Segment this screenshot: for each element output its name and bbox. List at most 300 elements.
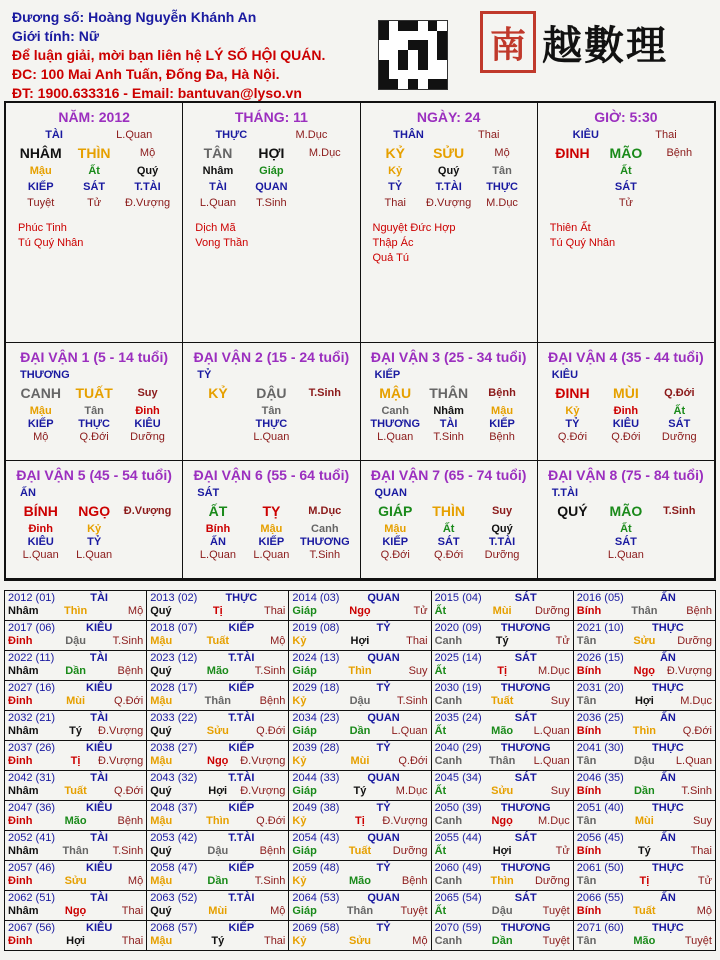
annual-chi: Mùi	[350, 755, 370, 767]
annual-cell	[573, 921, 715, 951]
annual-cell	[573, 771, 715, 801]
dia-chi: SỬU	[433, 145, 465, 161]
annual-header	[150, 712, 285, 724]
pillar-cell	[361, 103, 538, 343]
dai-van-title: ĐẠI VẬN 7 (65 - 74 tuổi)	[370, 467, 527, 483]
annual-can: Tân	[576, 875, 597, 887]
pillar-title-text: NGÀY: 24	[416, 109, 481, 125]
annual-cell	[431, 861, 573, 891]
dia-chi: HỢI	[258, 145, 285, 161]
annual-thap-than: TỶ	[376, 802, 391, 814]
annual-header	[577, 622, 712, 634]
pillar-title	[183, 103, 359, 125]
annual-header	[292, 592, 427, 604]
annual-year: 2017 (06)	[8, 622, 56, 634]
annual-thap-than: THƯƠNG	[500, 862, 551, 874]
annual-chi: Tị	[212, 605, 223, 617]
annual-truong-sinh: Đ.Vượng	[382, 815, 428, 827]
truong-sinh: M.Dục	[308, 505, 342, 517]
dai-van-cell	[6, 461, 183, 579]
star-item: Tú Quý Nhân	[549, 237, 616, 249]
annual-year: 2041 (30)	[576, 742, 624, 754]
annual-year: 2045 (34)	[434, 772, 482, 784]
annual-thap-than: T.TÀI	[228, 832, 255, 844]
annual-truong-sinh: T.Sinh	[254, 875, 286, 887]
annual-can: Ất	[434, 665, 447, 677]
annual-can: Giáp	[292, 665, 317, 677]
truong-sinh: Q.Đới	[79, 431, 109, 443]
annual-can-chi	[150, 815, 285, 827]
annual-thap-than: QUAN	[367, 712, 400, 724]
dai-van-thap	[183, 536, 359, 548]
annual-thap-than: THỰC	[652, 802, 684, 814]
annual-thap-than: T.TÀI	[228, 892, 255, 904]
annual-can: Giáp	[292, 605, 317, 617]
annual-thap-than: QUAN	[367, 832, 400, 844]
annual-chi: Tị	[70, 755, 81, 767]
dai-van-can-chi	[6, 503, 182, 519]
annual-cell	[289, 801, 431, 831]
annual-chi: Dần	[633, 785, 655, 797]
star-item: Thập Ác	[372, 237, 414, 249]
dia-chi: THÂN	[429, 385, 469, 401]
annual-cell	[5, 771, 147, 801]
annual-chi: Dậu	[349, 695, 371, 707]
annual-chi: Tị	[639, 875, 650, 887]
annual-chi: Mão	[633, 935, 656, 947]
annual-can-chi	[435, 845, 570, 857]
dai-van-thap-than: QUAN	[374, 487, 407, 499]
tang-can: Đinh	[135, 405, 160, 417]
annual-thap-than: TỶ	[376, 682, 391, 694]
annual-cell	[431, 801, 573, 831]
tang-can: Nhâm	[433, 405, 464, 417]
truong-sinh: L.Quan	[199, 197, 236, 209]
annual-can-chi	[577, 905, 712, 917]
truong-sinh: Đ.Vượng	[123, 505, 172, 517]
annual-header	[150, 832, 285, 844]
tang-can: Nhâm	[202, 165, 234, 177]
thien-can: TÂN	[203, 145, 233, 161]
tang-can: Tân	[261, 405, 282, 417]
annual-can-chi	[8, 875, 143, 887]
thap-than: TÀI	[439, 418, 458, 430]
tang-can: Kỷ	[388, 165, 403, 177]
annual-can: Tân	[576, 635, 597, 647]
annual-truong-sinh: T.Sinh	[254, 665, 286, 677]
pillar-row2	[183, 145, 359, 161]
annual-can-chi	[150, 725, 285, 737]
annual-can-chi	[8, 605, 143, 617]
thien-can: ĐINH	[555, 145, 590, 161]
annual-truong-sinh: M.Dục	[537, 665, 570, 677]
annual-header	[8, 772, 143, 784]
dai-van-cell	[361, 461, 538, 579]
table-row	[5, 681, 716, 711]
annual-can: Đinh	[8, 815, 33, 827]
annual-can-chi	[435, 875, 570, 887]
dai-van-hidden	[6, 523, 182, 535]
annual-table	[4, 590, 716, 951]
annual-can: Nhâm	[8, 905, 39, 917]
thap-than: KIẾP	[489, 418, 515, 430]
annual-thap-than: THỰC	[652, 622, 684, 634]
thap-than: THỰC	[486, 181, 518, 193]
annual-header	[8, 712, 143, 724]
annual-cell	[5, 651, 147, 681]
thap-than: SÁT	[668, 418, 691, 430]
annual-can: Giáp	[292, 905, 317, 917]
pillar-ts	[538, 197, 714, 209]
annual-header	[8, 802, 143, 814]
annual-header	[150, 922, 285, 934]
annual-truong-sinh: Mộ	[127, 605, 144, 617]
annual-truong-sinh: L.Quan	[533, 755, 570, 767]
annual-year: 2028 (17)	[150, 682, 198, 694]
dai-van-hidden	[538, 523, 714, 535]
annual-thap-than: ẤN	[659, 772, 676, 784]
annual-year: 2054 (43)	[292, 832, 340, 844]
annual-header	[435, 862, 570, 874]
thap-than: TỶ	[388, 181, 403, 193]
annual-truong-sinh: Thai	[121, 905, 144, 917]
annual-thap-than: T.TÀI	[228, 772, 255, 784]
annual-thap-than: TỶ	[376, 742, 391, 754]
annual-cell	[289, 651, 431, 681]
annual-cell	[5, 591, 147, 621]
annual-header	[435, 682, 570, 694]
annual-can: Kỷ	[292, 755, 307, 767]
thap-than: THƯƠNG	[370, 418, 421, 430]
dai-van-hidden	[183, 405, 359, 417]
annual-can: Nhâm	[8, 725, 39, 737]
thien-can: KỶ	[385, 145, 405, 161]
annual-cell	[289, 831, 431, 861]
annual-can: Canh	[434, 815, 463, 827]
dai-van-thap	[361, 418, 537, 430]
truong-sinh: L.Quan	[253, 549, 290, 561]
thap-than: SÁT	[83, 181, 106, 193]
annual-truong-sinh: L.Quan	[675, 755, 712, 767]
header	[12, 8, 325, 103]
dai-van-thap	[6, 536, 182, 548]
annual-cell	[573, 891, 715, 921]
annual-thap-than: ẤN	[659, 712, 676, 724]
tang-can: Mậu	[260, 523, 283, 535]
annual-cell	[573, 681, 715, 711]
annual-thap-than: THƯƠNG	[500, 742, 551, 754]
annual-cell	[5, 621, 147, 651]
truong-sinh: L.Quan	[253, 431, 290, 443]
annual-truong-sinh: Q.Đới	[256, 815, 286, 827]
annual-can: Nhâm	[8, 665, 39, 677]
pillar-title-text: THÁNG: 11	[234, 109, 308, 125]
thap-than: THỰC	[255, 418, 288, 430]
annual-year: 2066 (55)	[576, 892, 624, 904]
annual-truong-sinh: Thai	[263, 935, 286, 947]
annual-truong-sinh: Tử	[697, 875, 712, 887]
annual-truong-sinh: Bệnh	[686, 605, 712, 617]
annual-can-chi	[577, 815, 712, 827]
owner-name: Đương số: Hoàng Nguyễn Khánh An	[12, 9, 257, 25]
annual-header	[577, 682, 712, 694]
annual-cell	[147, 801, 289, 831]
annual-year: 2067 (56)	[8, 922, 56, 934]
tang-can: Mậu	[491, 405, 514, 417]
thap-than: SÁT	[614, 536, 637, 548]
annual-year: 2059 (48)	[292, 862, 340, 874]
annual-chi: Ngọ	[207, 755, 229, 767]
annual-thap-than: KIẾP	[228, 742, 255, 754]
annual-truong-sinh: Tử	[413, 605, 428, 617]
annual-can-chi	[435, 695, 570, 707]
annual-header	[8, 922, 143, 934]
annual-header	[435, 892, 570, 904]
annual-can: Quý	[150, 785, 172, 797]
dai-van-cell	[361, 343, 538, 461]
annual-cell	[573, 741, 715, 771]
thap-than: ẤN	[210, 536, 226, 548]
annual-thap-than: SÁT	[514, 712, 537, 724]
annual-cell	[431, 741, 573, 771]
annual-truong-sinh: Thai	[121, 935, 144, 947]
annual-year: 2057 (46)	[8, 862, 56, 874]
annual-thap-than: KIẾP	[228, 622, 255, 634]
annual-can: Quý	[150, 725, 172, 737]
annual-thap-than: KIẾP	[228, 802, 255, 814]
phone-email: ĐT: 1900.633316 - Email: bantuvan@lyso.vn	[12, 85, 302, 101]
truong-sinh: Bệnh	[666, 147, 693, 159]
truong-sinh: Thai	[384, 197, 406, 209]
thap-than: T.TÀI	[435, 181, 462, 193]
dai-van-hidden	[183, 523, 359, 535]
table-row	[5, 921, 716, 951]
truong-sinh: Q.Đới	[380, 549, 410, 561]
dai-van-cell	[538, 343, 714, 461]
pillar-cell	[183, 103, 360, 343]
annual-can: Đinh	[8, 935, 33, 947]
pillar-ts	[361, 197, 537, 209]
annual-header	[150, 652, 285, 664]
annual-header	[577, 802, 712, 814]
annual-truong-sinh: Mộ	[270, 905, 286, 917]
annual-header	[292, 922, 427, 934]
truong-sinh: Dưỡng	[661, 431, 697, 443]
thien-can: GIÁP	[378, 503, 413, 519]
thap-than: SÁT	[614, 181, 637, 193]
thien-can: BÍNH	[23, 503, 58, 519]
annual-header	[150, 622, 285, 634]
thien-can: QUÝ	[557, 503, 588, 519]
annual-can: Ất	[434, 725, 447, 737]
dai-van-thap-than: ẤN	[20, 487, 36, 499]
annual-truong-sinh: Suy	[693, 815, 712, 827]
thap-than: SÁT	[437, 536, 460, 548]
thap-than: T.TÀI	[488, 536, 516, 548]
annual-can-chi	[8, 785, 143, 797]
annual-chi: Tuất	[64, 785, 87, 797]
tang-can: Kỷ	[565, 405, 580, 417]
annual-truong-sinh: Bệnh	[117, 665, 144, 677]
truong-sinh: Dưỡng	[484, 549, 520, 561]
dia-chi: THÌN	[77, 145, 111, 161]
annual-chi: Tuất	[348, 845, 372, 857]
annual-header	[577, 772, 712, 784]
annual-can-chi	[8, 815, 143, 827]
annual-truong-sinh: Thai	[690, 845, 712, 857]
annual-can-chi	[577, 935, 712, 947]
annual-year: 2036 (25)	[576, 712, 624, 724]
tang-can: Quý	[437, 165, 460, 177]
annual-thap-than: KIÊU	[86, 742, 113, 754]
tang-can: Quý	[491, 523, 513, 535]
annual-thap-than: THƯƠNG	[500, 802, 551, 814]
dai-van-ts	[538, 431, 714, 443]
annual-header	[8, 622, 143, 634]
pillar-row2	[6, 145, 182, 161]
annual-truong-sinh: Đ.Vượng	[240, 755, 286, 767]
stars	[183, 221, 359, 251]
annual-can: Giáp	[292, 725, 317, 737]
annual-thap-than: KIÊU	[86, 682, 113, 694]
annual-chi: Hợi	[350, 635, 370, 647]
annual-cell	[573, 801, 715, 831]
thap-than: THÂN	[393, 129, 424, 141]
annual-year: 2024 (13)	[292, 652, 340, 664]
annual-can: Mậu	[150, 635, 173, 647]
annual-can-chi	[150, 935, 285, 947]
dai-van-can-chi	[361, 503, 537, 519]
annual-truong-sinh: Tuyệt	[400, 905, 428, 917]
annual-can-chi	[8, 725, 143, 737]
thien-can: MẬU	[379, 385, 412, 401]
dai-van-cell	[538, 461, 714, 579]
dai-van-cell	[6, 343, 183, 461]
annual-can-chi	[292, 845, 427, 857]
annual-year: 2068 (57)	[150, 922, 198, 934]
thien-can: ĐINH	[555, 385, 590, 401]
table-row	[5, 891, 716, 921]
annual-can-chi	[8, 845, 143, 857]
annual-cell	[5, 711, 147, 741]
annual-cell	[431, 771, 573, 801]
annual-chi: Thìn	[63, 605, 88, 617]
annual-year: 2058 (47)	[150, 862, 198, 874]
annual-truong-sinh: Đ.Vượng	[98, 755, 144, 767]
annual-thap-than: SÁT	[514, 892, 537, 904]
annual-chi: Tuất	[206, 635, 229, 647]
annual-year: 2043 (32)	[150, 772, 198, 784]
truong-sinh: T.Sinh	[663, 505, 696, 517]
annual-cell	[5, 741, 147, 771]
logo-text: 越數理	[542, 21, 668, 69]
annual-can-chi	[435, 635, 570, 647]
annual-can: Quý	[150, 665, 172, 677]
annual-truong-sinh: T.Sinh	[112, 845, 144, 857]
annual-can: Bính	[576, 725, 602, 737]
pillar-ts	[6, 197, 182, 209]
annual-chi: Sửu	[633, 635, 656, 647]
truong-sinh: L.Quan	[377, 431, 414, 443]
pillar-title-text: GIỜ: 5:30	[594, 109, 658, 125]
annual-can-chi	[150, 845, 285, 857]
annual-can: Mậu	[150, 935, 173, 947]
annual-can-chi	[292, 635, 427, 647]
annual-cell	[147, 861, 289, 891]
annual-header	[292, 622, 427, 634]
dai-van-thap	[6, 418, 182, 430]
annual-chi: Tý	[353, 785, 367, 797]
pillar-hidden	[361, 165, 537, 177]
annual-can: Ất	[434, 605, 447, 617]
annual-can: Đinh	[8, 755, 33, 767]
annual-thap-than: THỰC	[652, 682, 684, 694]
annual-chi: Hợi	[492, 845, 512, 857]
annual-thap-than: THỰC	[652, 742, 684, 754]
table-row	[5, 621, 716, 651]
annual-cell	[5, 921, 147, 951]
annual-can-chi	[8, 935, 143, 947]
annual-can: Kỷ	[292, 875, 307, 887]
pillar-row2	[361, 145, 537, 161]
annual-year: 2064 (53)	[292, 892, 340, 904]
dia-chi: NGỌ	[78, 503, 111, 519]
annual-can-chi	[577, 665, 712, 677]
annual-can: Nhâm	[8, 605, 39, 617]
dai-van-can-chi	[361, 385, 537, 401]
qr-code-icon	[378, 20, 448, 90]
annual-chi: Hợi	[208, 785, 228, 797]
truong-sinh: Đ.Vượng	[124, 197, 171, 209]
annual-year: 2038 (27)	[150, 742, 198, 754]
annual-chi: Tị	[355, 815, 365, 827]
annual-can: Kỷ	[292, 935, 307, 947]
annual-header	[8, 832, 143, 844]
annual-header	[292, 742, 427, 754]
annual-year: 2052 (41)	[8, 832, 56, 844]
annual-can-chi	[292, 815, 427, 827]
thap-than: KIẾP	[27, 181, 54, 193]
annual-thap-than: SÁT	[514, 832, 537, 844]
annual-chi: Mùi	[492, 605, 512, 617]
annual-year: 2063 (52)	[150, 892, 198, 904]
annual-chi: Ngọ	[633, 665, 656, 677]
star-item: Quả Tú	[372, 252, 409, 264]
dia-chi: THÌN	[432, 503, 465, 519]
tang-can: Mậu	[29, 405, 52, 417]
dai-van-title: ĐẠI VẬN 1 (5 - 14 tuổi)	[20, 349, 169, 365]
annual-can-chi	[435, 815, 570, 827]
annual-year: 2027 (16)	[8, 682, 56, 694]
annual-cell	[147, 621, 289, 651]
stars	[361, 221, 537, 266]
pillar-hidden	[183, 165, 359, 177]
annual-header	[150, 892, 285, 904]
table-row	[5, 741, 716, 771]
tang-can: Quý	[136, 165, 159, 177]
dai-van-ts	[538, 549, 714, 561]
annual-truong-sinh: Dưỡng	[534, 875, 570, 887]
annual-truong-sinh: T.Sinh	[112, 635, 144, 647]
thap-than: THỰC	[215, 129, 248, 141]
annual-cell	[5, 831, 147, 861]
truong-sinh: Tử	[618, 197, 633, 209]
annual-thap-than: TÀI	[90, 892, 108, 904]
annual-year: 2039 (28)	[292, 742, 340, 754]
annual-header	[292, 682, 427, 694]
annual-chi: Mùi	[634, 815, 654, 827]
annual-can-chi	[150, 785, 285, 797]
